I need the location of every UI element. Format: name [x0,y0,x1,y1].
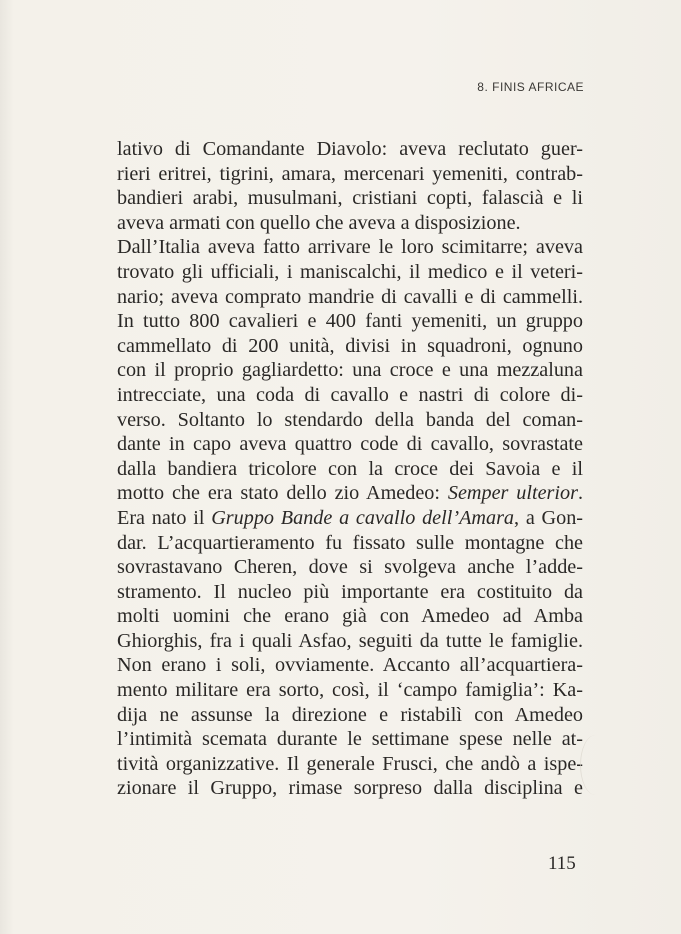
text-line: intrecciate, una coda di cavallo e nastri di colore di- [117,383,583,406]
page-number: 115 [548,853,576,874]
text-line: Era nato il Gruppo Bande a cavallo dell’Amara, a Gon- [117,506,583,529]
text-line: Dall’Italia aveva fatto arrivare le loro scimitarre; aveva [117,236,583,259]
text-line: con il proprio gagliardetto: una croce e una mezzaluna [117,359,583,382]
text-line: mento militare era sorto, così, il ‘campo famiglia’: Ka- [117,679,583,702]
text-line: sovrastavano Cheren, dove si svolgeva anche l’adde- [117,556,583,579]
text-line: l’intimità scemata durante le settimane spese nelle at- [117,728,583,751]
text-line: motto che era stato dello zio Amedeo: Semper ulterior. [117,482,583,505]
text-line: aveva armati con quello che aveva a disposizione. [117,211,521,234]
text-line: stramento. Il nucleo più importante era costituito da [117,580,583,603]
text-line: Ghiorghis, fra i quali Asfao, seguiti da tutte le famiglie. [117,629,583,652]
text-line: verso. Soltanto lo stendardo della banda del coman- [117,408,583,431]
text-line: bandieri arabi, musulmani, cristiani copti, falascià e li [117,187,583,210]
text-line: zionare il Gruppo, rimase sorpreso dalla disciplina e [117,777,583,800]
text-line: trovato gli ufficiali, i maniscalchi, il medico e il veteri- [117,260,583,283]
text-line: Non erano i soli, ovviamente. Accanto all’acquartiera- [117,654,583,677]
text-line: dar. L’acquartieramento fu fissato sulle montagne che [117,531,583,554]
text-line: dalla bandiera tricolore con la croce dei Savoia e il [117,457,583,480]
text-line: In tutto 800 cavalieri e 400 fanti yemeniti, un gruppo [117,310,583,333]
body-text [117,137,583,801]
text-line: dija ne assunse la direzione e ristabilì con Amedeo [117,703,583,726]
text-line: molti uomini che erano già con Amedeo ad Amba [117,605,583,628]
page-crease [580,735,611,795]
text-line: rieri eritrei, tigrini, amara, mercenari yemeniti, contrab- [117,162,583,185]
text-line: lativo di Comandante Diavolo: aveva reclutato guer- [117,138,583,160]
text-line: nario; aveva comprato mandrie di cavalli e di cammelli. [117,285,583,308]
running-header: 8. FINIS AFRICAE [477,80,584,94]
text-line: cammellato di 200 unità, divisi in squadroni, ognuno [117,334,583,357]
text-line: tività organizzative. Il generale Frusci, che andò a ispe- [117,752,583,775]
text-line: dante in capo aveva quattro code di cavallo, sovrastate [117,433,583,456]
